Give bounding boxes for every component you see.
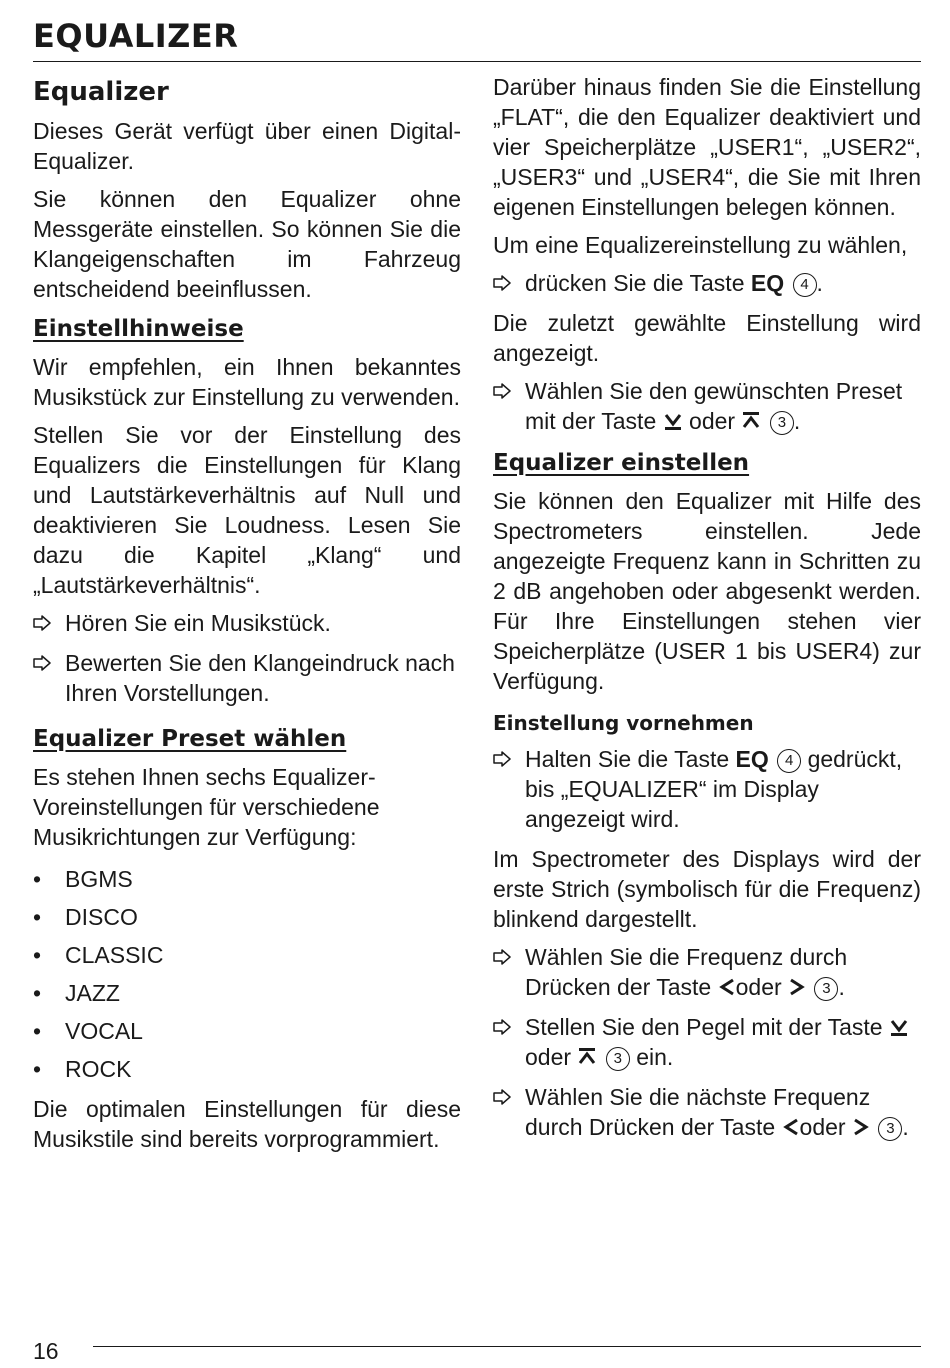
bullet-icon: • bbox=[33, 1056, 42, 1082]
arrow-icon bbox=[493, 275, 511, 291]
hints-paragraph-1: Wir empfehlen, ein Ihnen bekanntes Musikstück zur Einstellung zu verwenden. bbox=[33, 354, 461, 410]
callout-number: 3 bbox=[878, 1117, 902, 1141]
down-key-icon bbox=[889, 1017, 909, 1037]
arrow-icon bbox=[493, 949, 511, 965]
page-footer bbox=[33, 1336, 921, 1366]
intro-paragraph-1: Dieses Gerät verfügt über einen Digital-Equalizer. bbox=[33, 118, 461, 174]
list-item: • BGMS bbox=[33, 860, 461, 898]
callout-number: 4 bbox=[793, 273, 817, 297]
subheading-einstellung-vornehmen: Einstellung vornehmen bbox=[493, 711, 754, 735]
page-title: EQUALIZER bbox=[33, 17, 239, 55]
right-key-icon bbox=[852, 1117, 870, 1137]
preset-list bbox=[33, 860, 461, 1088]
bullet-icon: • bbox=[33, 942, 42, 968]
arrow-icon bbox=[493, 751, 511, 767]
step-text: Hören Sie ein Musikstück. bbox=[65, 610, 331, 636]
list-item: • CLASSIC bbox=[33, 936, 461, 974]
bullet-icon: • bbox=[33, 866, 42, 892]
subheading-preset: Equalizer Preset wählen bbox=[33, 726, 347, 752]
flat-paragraph: Darüber hinaus finden Sie die Einstellung „FLAT“, die den Equalizer deaktiviert und vier Speicherplätze „USER1“, „USER2“, „USER3“ und „USER4“, die Sie mit Ihren eigenen Einstellungen belegen können. bbox=[493, 74, 921, 220]
arrow-icon bbox=[493, 1089, 511, 1105]
left-key-icon bbox=[718, 977, 736, 997]
select-intro: Um eine Equalizereinstellung zu wählen, bbox=[493, 232, 908, 258]
subheading-einstellhinweise: Einstellhinweise bbox=[33, 316, 244, 342]
eq-key-label: EQ bbox=[750, 270, 785, 296]
list-item: • VOCAL bbox=[33, 1012, 461, 1050]
footer-rule bbox=[93, 1346, 921, 1347]
instruction-step: Wählen Sie den gewünschten Preset mit der Taste oder 3 . bbox=[493, 376, 921, 436]
section-heading-equalizer: Equalizer bbox=[33, 77, 169, 107]
page-number: 16 bbox=[33, 1338, 59, 1364]
callout-number: 3 bbox=[606, 1047, 630, 1071]
instruction-step: Stellen Sie den Pegel mit der Taste oder 3 ein. bbox=[493, 1012, 921, 1072]
left-key-icon bbox=[782, 1117, 800, 1137]
callout-number: 3 bbox=[770, 411, 794, 435]
bullet-icon: • bbox=[33, 904, 42, 930]
list-item: • DISCO bbox=[33, 898, 461, 936]
page-header bbox=[33, 14, 921, 62]
preset-intro: Es stehen Ihnen sechs Equalizer-Voreinstellungen für verschiedene Musikrichtungen zur Verfügung: bbox=[33, 764, 380, 850]
blink-paragraph: Im Spectrometer des Displays wird der erste Strich (symbolisch für die Frequenz) blinkend dargestellt. bbox=[493, 846, 921, 932]
arrow-icon bbox=[33, 615, 51, 631]
instruction-step bbox=[33, 608, 461, 638]
last-setting-paragraph: Die zuletzt gewählte Einstellung wird angezeigt. bbox=[493, 310, 921, 366]
right-column bbox=[493, 72, 921, 1152]
up-key-icon bbox=[577, 1047, 597, 1067]
list-item: • ROCK bbox=[33, 1050, 461, 1088]
callout-number: 4 bbox=[777, 749, 801, 773]
hints-paragraph-2: Stellen Sie vor der Einstellung des Equalizers die Einstellungen für Klang und Lautstärkeverhältnis auf Null und deaktivieren Sie Loudness. Lesen Sie dazu die Kapitel „Klang“ und „Lautstärkeverhältnis“. bbox=[33, 422, 461, 598]
intro-paragraph-2: Sie können den Equalizer ohne Messgeräte einstellen. So können Sie die Klangeigenschaften im Fahrzeug entscheidend beeinflussen. bbox=[33, 186, 461, 302]
arrow-icon bbox=[33, 655, 51, 671]
preset-outro: Die optimalen Einstellungen für diese Musikstile sind bereits vorprogrammiert. bbox=[33, 1096, 461, 1152]
instruction-step: Wählen Sie die Frequenz durch Drücken der Taste oder 3 . bbox=[493, 942, 921, 1002]
step-text: Bewerten Sie den Klangeindruck nach Ihren Vorstellungen. bbox=[65, 650, 455, 706]
arrow-icon bbox=[493, 1019, 511, 1035]
spectrometer-paragraph: Sie können den Equalizer mit Hilfe des Spectrometers einstellen. Jede angezeigte Frequenz kann in Schritten zu 2 dB angehoben oder abgesenkt werden. Für Ihre Einstellungen stehen vier Speicherplätze (USER 1 bis USER4) zur Verfügung. bbox=[493, 488, 921, 694]
subheading-equalizer-einstellen: Equalizer einstellen bbox=[493, 450, 750, 476]
instruction-step: drücken Sie die Taste EQ 4 . bbox=[493, 268, 921, 298]
list-item: • JAZZ bbox=[33, 974, 461, 1012]
up-key-icon bbox=[741, 411, 761, 431]
down-key-icon bbox=[663, 411, 683, 431]
arrow-icon bbox=[493, 383, 511, 399]
instruction-step bbox=[33, 648, 461, 708]
left-column bbox=[33, 72, 461, 1162]
bullet-icon: • bbox=[33, 1018, 42, 1044]
instruction-step: Halten Sie die Taste EQ 4 gedrückt, bis „EQUALIZER“ im Display angezeigt wird. bbox=[493, 744, 921, 834]
instruction-step: Wählen Sie die nächste Frequenz durch Drücken der Taste oder 3 . bbox=[493, 1082, 921, 1142]
eq-key-label: EQ bbox=[735, 746, 769, 772]
right-key-icon bbox=[788, 977, 806, 997]
bullet-icon: • bbox=[33, 980, 42, 1006]
callout-number: 3 bbox=[814, 977, 838, 1001]
